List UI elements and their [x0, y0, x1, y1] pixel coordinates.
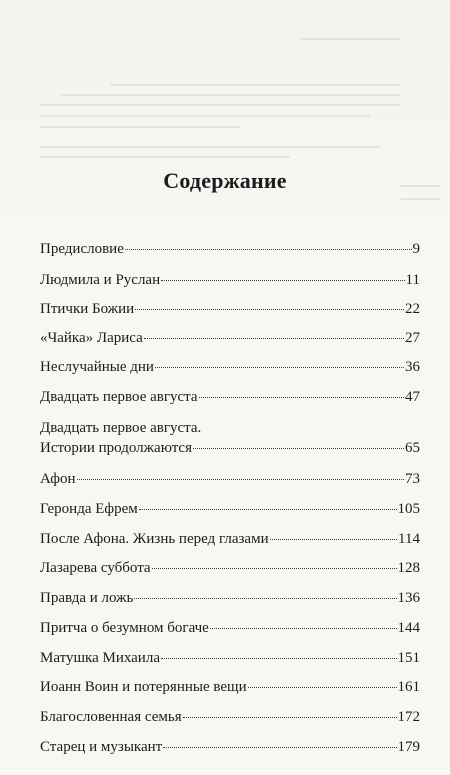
toc-entry	[40, 588, 420, 608]
toc-entry-page: 27	[405, 330, 420, 346]
toc-entry-title: Матушка Михаила	[40, 650, 160, 666]
dot-leader	[77, 479, 404, 480]
toc-entry-page: 179	[397, 739, 420, 755]
toc-entry-title: Неслучайные дни	[40, 359, 154, 375]
toc-entry	[40, 418, 420, 458]
toc-entry	[40, 737, 420, 757]
toc-entry-page: 105	[397, 501, 420, 517]
toc-entry-title: Старец и музыкант	[40, 739, 163, 755]
toc-entry-page: 114	[398, 531, 420, 547]
dot-leader	[139, 509, 397, 510]
toc-entry	[40, 648, 420, 668]
dot-leader	[248, 687, 397, 688]
toc-entry-title: Притча о безумном богаче	[40, 620, 209, 636]
dot-leader	[193, 448, 404, 449]
toc-entry	[40, 469, 420, 489]
toc-entry-page: 47	[405, 389, 420, 405]
toc-entry-title: Предисловие	[40, 241, 124, 257]
toc-entry	[40, 618, 420, 638]
toc-entry-page: 11	[405, 272, 420, 288]
toc-entry	[40, 707, 420, 727]
toc-entry-title: Двадцать первое августа	[40, 389, 198, 405]
toc-entry	[40, 387, 420, 407]
toc-entry-page: 151	[397, 650, 420, 666]
dot-leader	[183, 717, 397, 718]
toc-entry	[40, 239, 420, 259]
toc-entry-title-line1: Двадцать первое августа.	[40, 420, 202, 436]
toc-entry-title: Благословенная семья	[40, 709, 182, 725]
toc-entry-title: Геронда Ефрем	[40, 501, 138, 517]
toc-entry	[40, 558, 420, 578]
dot-leader	[161, 658, 397, 659]
dot-leader	[152, 568, 397, 569]
toc-entry-title: Афон	[40, 471, 76, 487]
toc-entry-page: 136	[397, 590, 420, 606]
dot-leader	[210, 628, 397, 629]
toc-entry-page: 73	[405, 471, 420, 487]
dot-leader	[270, 539, 397, 540]
toc-entry	[40, 529, 420, 549]
toc-entry-title: Лазарева суббота	[40, 560, 151, 576]
toc-entry-title: Птички Божии	[40, 301, 135, 317]
dot-leader	[161, 280, 404, 281]
toc-entry-page: 144	[397, 620, 420, 636]
dot-leader	[125, 249, 412, 250]
toc-entry	[40, 328, 420, 348]
dot-leader	[199, 397, 404, 398]
dot-leader	[155, 367, 404, 368]
dot-leader	[163, 747, 396, 748]
toc-entry-page: 128	[397, 560, 420, 576]
toc-entry-page: 9	[412, 241, 420, 257]
toc-entry-title: Людмила и Руслан	[40, 272, 161, 288]
toc-entry-title: Истории продолжаются	[40, 440, 192, 456]
dot-leader	[144, 338, 404, 339]
dot-leader	[135, 309, 404, 310]
toc-entry-title: Иоанн Воин и потерянные вещи	[40, 679, 247, 695]
toc-entry	[40, 357, 420, 377]
toc-entry	[40, 499, 420, 519]
toc-entry-page: 65	[405, 440, 420, 456]
toc-entry-title: «Чайка» Лариса	[40, 330, 143, 346]
toc-entry-page: 22	[405, 301, 420, 317]
dot-leader	[134, 598, 396, 599]
toc-entry	[40, 270, 420, 290]
toc-entry-title: После Афона. Жизнь перед глазами	[40, 531, 269, 547]
toc-entry	[40, 677, 420, 697]
toc-entry-page: 172	[397, 709, 420, 725]
toc-entry	[40, 299, 420, 319]
toc-entry-page: 161	[397, 679, 420, 695]
toc-entry-title: Правда и ложь	[40, 590, 134, 606]
page-title: Содержание	[163, 168, 287, 193]
toc-entry-page: 36	[405, 359, 420, 375]
